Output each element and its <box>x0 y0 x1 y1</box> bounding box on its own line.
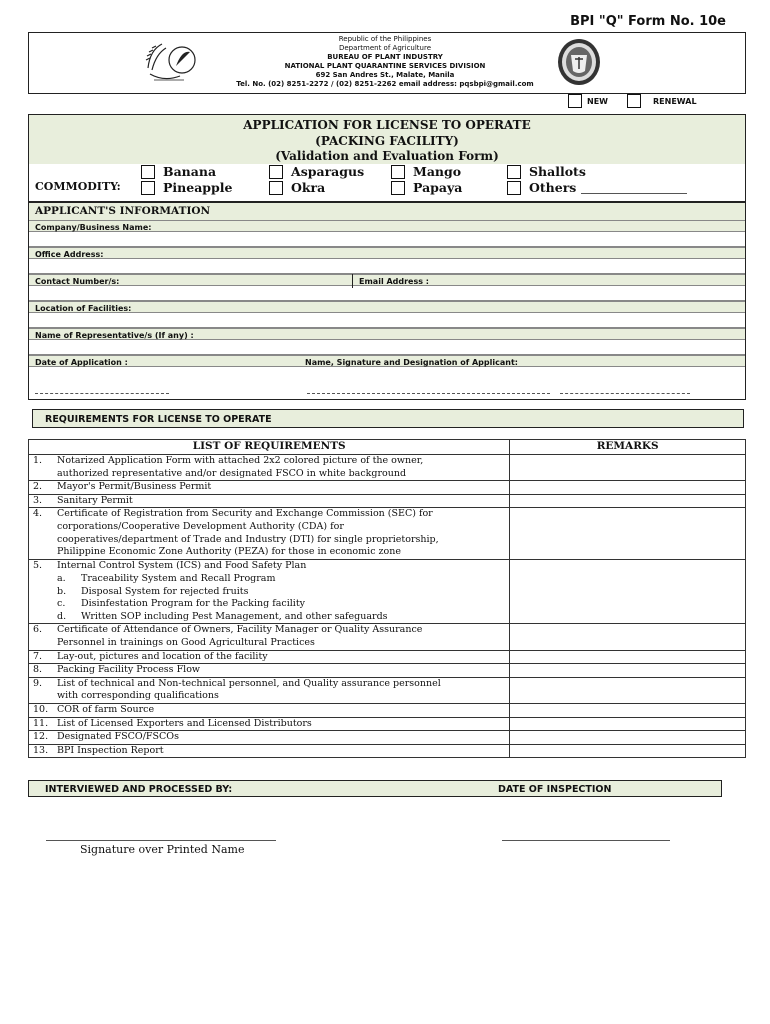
remarks-cell[interactable] <box>510 455 746 481</box>
pineapple-label: Pineapple <box>163 180 233 195</box>
subitem-text: Written SOP including Pest Management, and other safeguards <box>81 610 388 622</box>
contact-label: Contact Number/s: <box>35 277 120 286</box>
requirement-text: Mayor's Permit/Business Permit <box>57 481 212 493</box>
requirement-text: List of Licensed Exporters and Licensed Distributors <box>57 717 312 729</box>
requirement-cell <box>29 677 510 703</box>
requirement-cell <box>29 455 510 481</box>
requirement-cell <box>29 481 510 495</box>
date-inspection-label: DATE OF INSPECTION <box>498 784 612 795</box>
requirement-line <box>29 745 509 758</box>
requirement-line <box>29 678 509 691</box>
requirement-number: 5. <box>33 560 43 572</box>
requirement-cell <box>29 703 510 717</box>
subitem-indent <box>33 598 57 611</box>
commodity-shallots[interactable] <box>507 164 586 179</box>
office-field[interactable] <box>29 260 745 274</box>
requirement-number <box>33 468 57 481</box>
remarks-cell[interactable] <box>510 624 746 650</box>
requirement-text: cooperatives/department of Trade and Industry (DTI) for single proprietorship, <box>57 533 439 545</box>
subitem-indent <box>33 573 57 586</box>
subitem-text: Disinfestation Program for the Packing facility <box>81 598 306 610</box>
company-field[interactable] <box>29 233 745 247</box>
table-row <box>29 744 746 758</box>
representative-field[interactable] <box>29 341 745 355</box>
designation-line[interactable] <box>560 393 690 394</box>
requirement-number <box>33 690 57 703</box>
requirement-cell <box>29 560 510 624</box>
header-line6: Tel. No. (02) 8251-2272 / (02) 8251-2262 email address: pqsbpi@gmail.com <box>236 80 534 88</box>
header-line5: 692 San Andres St., Malate, Manila <box>315 71 455 79</box>
requirement-subitem <box>29 611 509 624</box>
header-line2: Department of Agriculture <box>338 44 432 52</box>
others-checkbox[interactable] <box>507 181 521 195</box>
requirement-text: BPI Inspection Report <box>57 744 164 756</box>
asparagus-label: Asparagus <box>291 164 365 179</box>
letterhead-text <box>0 35 770 89</box>
requirement-number: 6. <box>33 624 43 636</box>
signature-label: Name, Signature and Designation of Applicant: <box>305 358 518 367</box>
requirement-number: 8. <box>33 664 43 676</box>
requirement-line <box>29 508 509 521</box>
requirement-cell <box>29 744 510 758</box>
requirement-cell <box>29 664 510 678</box>
seal-icon <box>556 37 602 87</box>
others-input[interactable] <box>581 193 687 194</box>
requirement-cell <box>29 624 510 650</box>
requirement-text: Philippine Economic Zone Authority (PEZA) for those in economic zone <box>57 546 402 558</box>
contact-field[interactable] <box>29 287 745 301</box>
remarks-cell[interactable] <box>510 508 746 560</box>
requirement-line <box>29 534 509 547</box>
remarks-cell[interactable] <box>510 664 746 678</box>
requirement-number <box>33 637 57 650</box>
requirement-text: authorized representative and/or designated FSCO in white background <box>57 467 407 479</box>
subitem-letter: d. <box>57 610 67 622</box>
okra-checkbox[interactable] <box>269 181 283 195</box>
form-title <box>28 118 746 165</box>
remarks-cell[interactable] <box>510 481 746 495</box>
okra-label: Okra <box>291 180 326 195</box>
remarks-cell[interactable] <box>510 677 746 703</box>
requirement-number: 3. <box>33 494 43 506</box>
applicant-section <box>28 202 746 400</box>
applicant-name-line[interactable] <box>307 393 550 394</box>
commodity-asparagus[interactable] <box>269 164 364 179</box>
table-row <box>29 560 746 624</box>
shallots-label: Shallots <box>529 164 586 179</box>
requirement-text: with corresponding qualifications <box>57 690 219 702</box>
requirement-text: Personnel in trainings on Good Agricultural Practices <box>57 636 315 648</box>
office-row-shade <box>29 247 745 259</box>
requirement-text: Certificate of Attendance of Owners, Facility Manager or Quality Assurance <box>57 624 423 636</box>
interview-bar <box>28 780 722 797</box>
renewal-label: RENEWAL <box>653 96 697 106</box>
company-label: Company/Business Name: <box>35 223 152 232</box>
requirement-number: 10. <box>33 703 49 715</box>
requirement-number: 11. <box>33 717 49 729</box>
requirement-cell <box>29 731 510 745</box>
table-row <box>29 508 746 560</box>
requirement-line <box>29 637 509 650</box>
requirement-number: 7. <box>33 650 43 662</box>
requirement-number: 12. <box>33 731 49 743</box>
table-row <box>29 481 746 495</box>
representative-label: Name of Representative/s (If any) : <box>35 331 194 340</box>
requirement-number: 2. <box>33 481 43 493</box>
header-line1: Republic of the Philippines <box>338 35 432 43</box>
requirement-text: COR of farm Source <box>57 703 155 715</box>
commodity-okra[interactable] <box>269 180 325 195</box>
header-line4: NATIONAL PLANT QUARANTINE SERVICES DIVISION <box>284 62 486 70</box>
requirement-number: 13. <box>33 744 49 756</box>
header-line3: BUREAU OF PLANT INDUSTRY <box>327 53 443 61</box>
new-checkbox[interactable] <box>568 94 582 108</box>
table-row <box>29 731 746 745</box>
requirement-line <box>29 521 509 534</box>
requirement-number <box>33 534 57 547</box>
subitem-text: Traceability System and Recall Program <box>81 572 276 584</box>
form-number: BPI "Q" Form No. 10e <box>570 14 726 29</box>
requirement-number: 1. <box>33 455 43 466</box>
requirement-line <box>29 560 509 573</box>
requirement-text: Lay-out, pictures and location of the facility <box>57 650 268 662</box>
requirement-line <box>29 731 509 744</box>
requirement-line <box>29 664 509 677</box>
commodity-pineapple[interactable] <box>141 180 232 195</box>
applicant-section-title: APPLICANT'S INFORMATION <box>35 205 211 217</box>
requirement-number <box>33 521 57 534</box>
interviewed-label: INTERVIEWED AND PROCESSED BY: <box>45 784 233 795</box>
requirement-text: List of technical and Non-technical personnel, and Quality assurance personnel <box>57 677 441 689</box>
signature-caption: Signature over Printed Name <box>80 843 245 856</box>
title-line1: APPLICATION FOR LICENSE TO OPERATE <box>243 118 531 132</box>
requirement-line <box>29 624 509 637</box>
commodity-banana[interactable] <box>141 164 216 179</box>
renewal-option <box>627 94 697 108</box>
requirement-text: Sanitary Permit <box>57 494 133 506</box>
subitem-indent <box>33 611 57 624</box>
requirements-table-header <box>29 440 746 455</box>
requirement-line <box>29 495 509 508</box>
requirement-text: Notarized Application Form with attached 2x2 colored picture of the owner, <box>57 455 424 466</box>
contact-divider <box>352 274 353 288</box>
remarks-cell[interactable] <box>510 494 746 508</box>
banana-checkbox[interactable] <box>141 165 155 179</box>
requirements-header <box>32 409 744 428</box>
remarks-cell[interactable] <box>510 560 746 624</box>
mango-label: Mango <box>413 164 462 179</box>
requirement-text: corporations/Cooperative Development Authority (CDA) for <box>57 520 344 532</box>
requirement-line <box>29 481 509 494</box>
location-row-shade <box>29 301 745 313</box>
requirement-line <box>29 718 509 731</box>
requirement-line <box>29 690 509 703</box>
renewal-checkbox[interactable] <box>627 94 641 108</box>
subitem-letter: c. <box>57 598 66 610</box>
requirement-subitem <box>29 573 509 586</box>
requirement-text: Packing Facility Process Flow <box>57 664 201 676</box>
table-row <box>29 494 746 508</box>
requirement-text: Certificate of Registration from Security and Exchange Commission (SEC) for <box>57 508 433 520</box>
commodity-mango[interactable] <box>391 164 461 179</box>
commodity-label: COMMODITY: <box>35 180 121 193</box>
banana-label: Banana <box>163 164 217 179</box>
asparagus-checkbox[interactable] <box>269 165 283 179</box>
remarks-cell[interactable] <box>510 731 746 745</box>
remarks-header: REMARKS <box>510 440 746 455</box>
requirement-number <box>33 546 57 559</box>
requirement-cell <box>29 650 510 664</box>
location-field[interactable] <box>29 314 745 328</box>
table-row <box>29 677 746 703</box>
mango-checkbox[interactable] <box>391 165 405 179</box>
requirement-line <box>29 704 509 717</box>
papaya-checkbox[interactable] <box>391 181 405 195</box>
new-label: NEW <box>587 96 608 106</box>
requirement-line <box>29 455 509 468</box>
requirement-text: Internal Control System (ICS) and Food Safety Plan <box>57 560 307 572</box>
requirements-table <box>28 439 746 758</box>
table-row <box>29 650 746 664</box>
inspection-date-line[interactable] <box>502 840 670 841</box>
subitem-letter: a. <box>57 572 66 584</box>
papaya-label: Papaya <box>413 180 463 195</box>
table-row <box>29 664 746 678</box>
remarks-cell[interactable] <box>510 717 746 731</box>
requirement-number: 4. <box>33 508 43 520</box>
pineapple-checkbox[interactable] <box>141 181 155 195</box>
date-label: Date of Application : <box>35 358 128 367</box>
location-label: Location of Facilities: <box>35 304 132 313</box>
new-option <box>568 94 608 108</box>
remarks-cell[interactable] <box>510 744 746 758</box>
processor-signature-line[interactable] <box>46 840 276 841</box>
requirement-number: 9. <box>33 677 43 689</box>
email-label: Email Address : <box>359 277 429 286</box>
requirement-subitem <box>29 598 509 611</box>
requirement-cell <box>29 494 510 508</box>
requirement-line <box>29 468 509 481</box>
commodity-others[interactable] <box>507 180 687 195</box>
requirement-text: Designated FSCO/FSCOs <box>57 731 179 743</box>
table-row <box>29 703 746 717</box>
requirement-line <box>29 546 509 559</box>
others-label: Others <box>529 180 577 195</box>
subitem-letter: b. <box>57 585 67 597</box>
remarks-cell[interactable] <box>510 703 746 717</box>
list-header: LIST OF REQUIREMENTS <box>29 440 510 455</box>
office-label: Office Address: <box>35 250 104 259</box>
requirement-cell <box>29 717 510 731</box>
requirements-title: REQUIREMENTS FOR LICENSE TO OPERATE <box>45 414 272 425</box>
shallots-checkbox[interactable] <box>507 165 521 179</box>
table-row <box>29 717 746 731</box>
subitem-text: Disposal System for rejected fruits <box>81 585 249 597</box>
title-line2: (PACKING FACILITY) <box>315 133 459 148</box>
requirement-subitem <box>29 586 509 599</box>
requirement-cell <box>29 508 510 560</box>
table-row <box>29 624 746 650</box>
remarks-cell[interactable] <box>510 650 746 664</box>
requirement-line <box>29 651 509 664</box>
title-line3: (Validation and Evaluation Form) <box>275 149 499 163</box>
subitem-indent <box>33 586 57 599</box>
commodity-papaya[interactable] <box>391 180 462 195</box>
date-line[interactable] <box>35 393 169 394</box>
table-row <box>29 455 746 481</box>
